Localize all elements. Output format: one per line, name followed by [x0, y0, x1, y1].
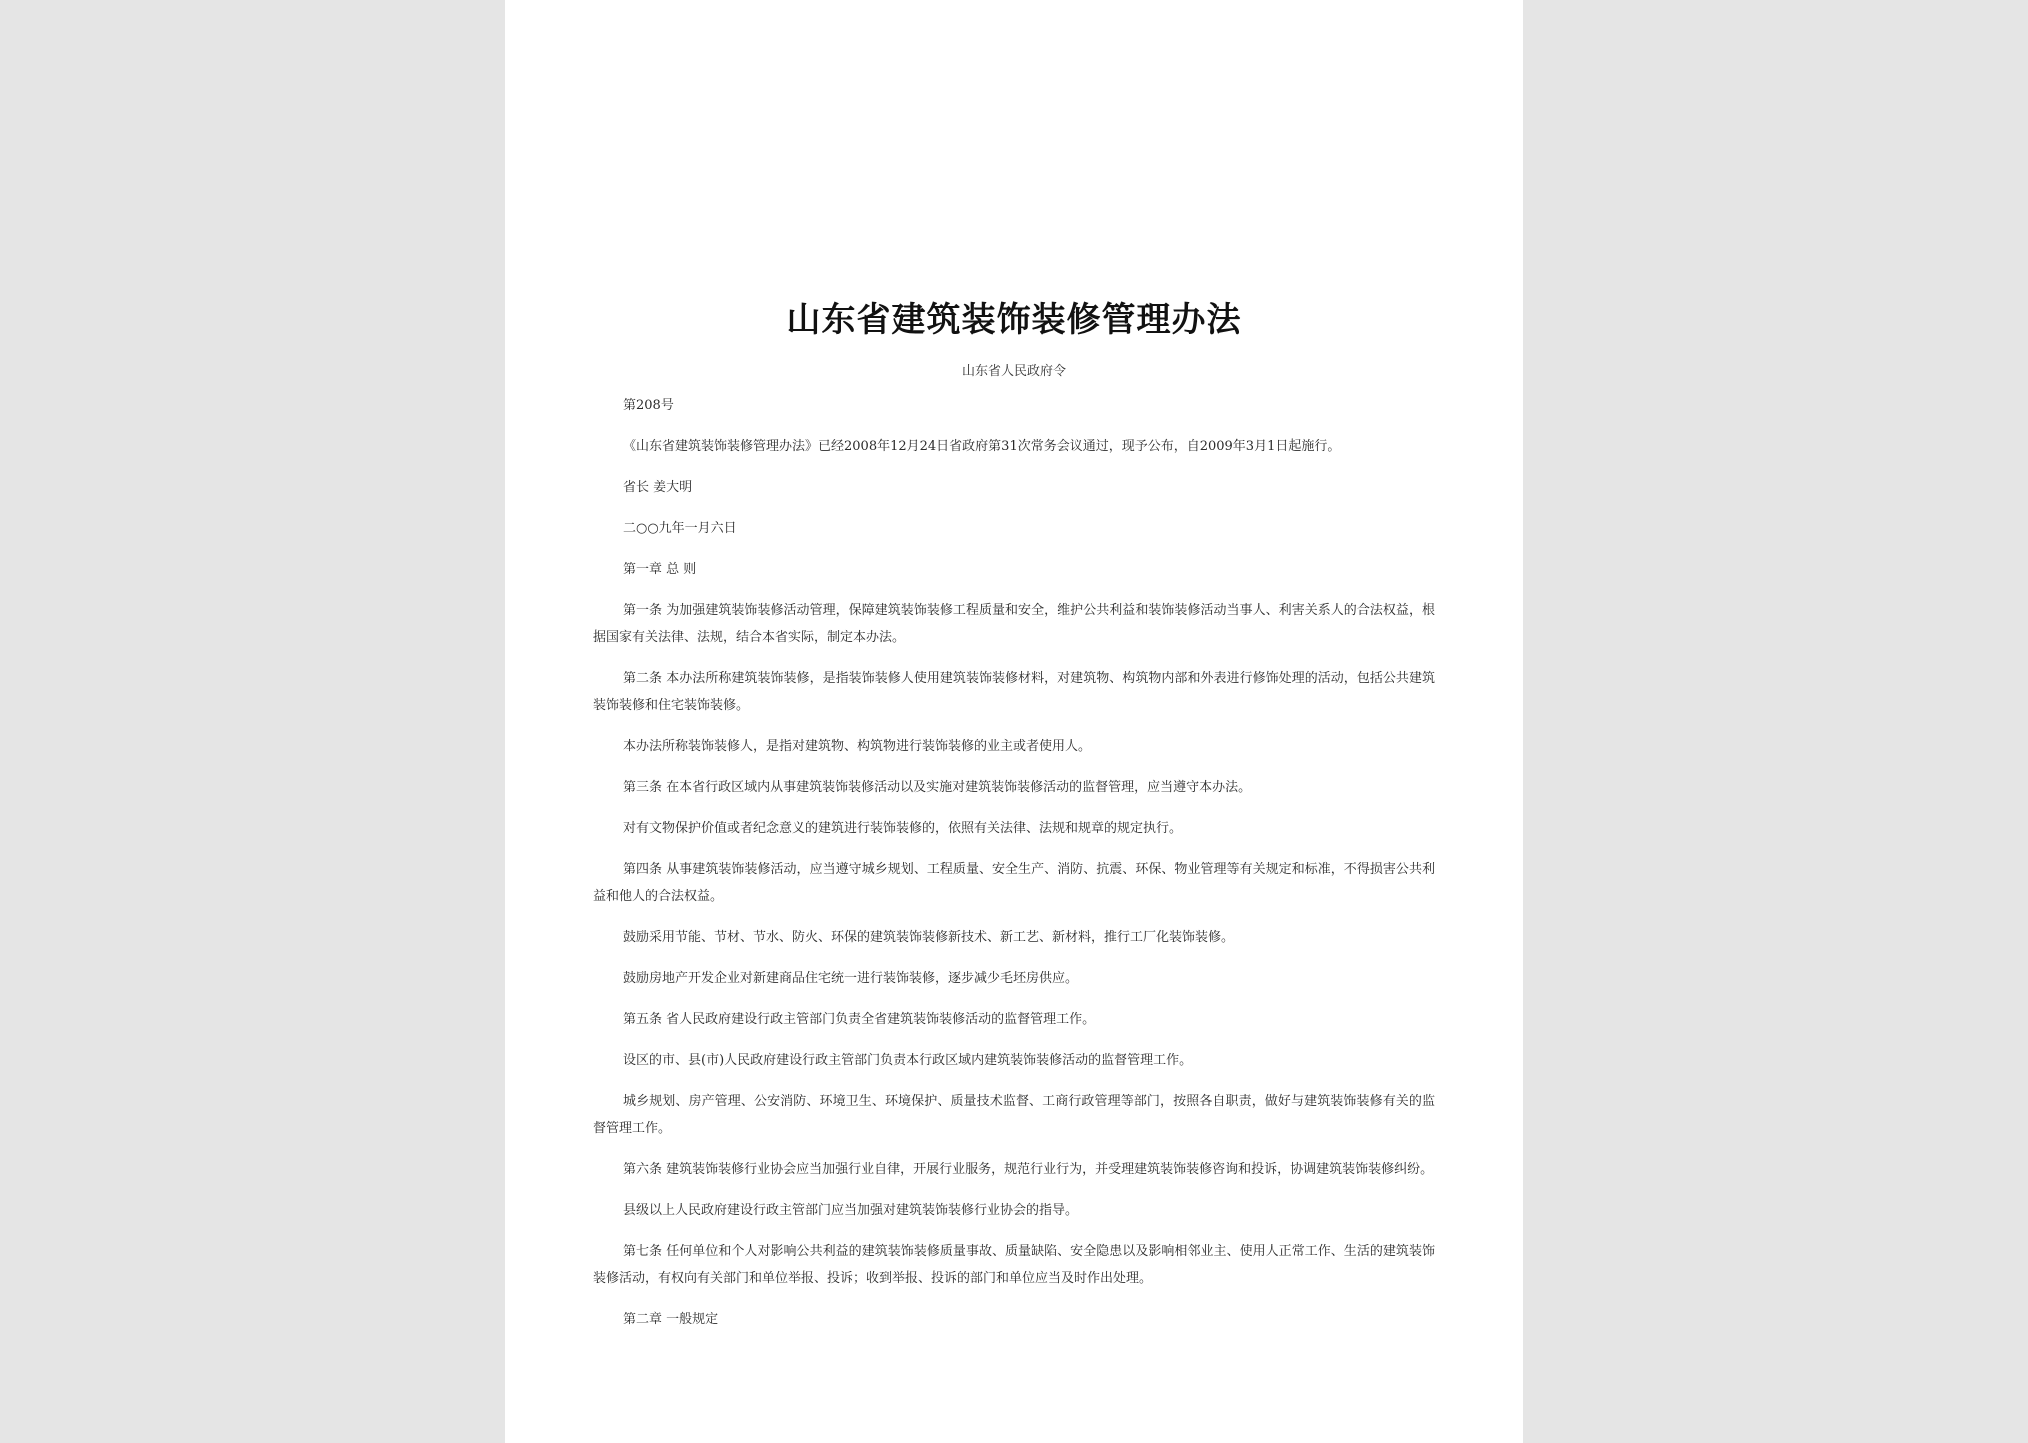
article-paragraph: 设区的市、县(市)人民政府建设行政主管部门负责本行政区域内建筑装饰装修活动的监督管理工作。	[623, 1053, 1193, 1068]
article-paragraph: 城乡规划、房产管理、公安消防、环境卫生、环境保护、质量技术监督、工商行政管理等部门，按照各自职责，做好与建筑装饰装修有关的监督管理工作。	[593, 1094, 1435, 1136]
article-paragraph: 第六条 建筑装饰装修行业协会应当加强行业自律，开展行业服务，规范行业行为，并受理建筑装饰装修咨询和投诉，协调建筑装饰装修纠纷。	[623, 1162, 1434, 1177]
document-issuer: 山东省人民政府令	[961, 364, 1066, 379]
signatory: 省长 姜大明	[623, 480, 693, 495]
document-body	[593, 392, 1435, 1347]
article-paragraph: 鼓励房地产开发企业对新建商品住宅统一进行装饰装修，逐步减少毛坯房供应。	[623, 971, 1079, 986]
article-paragraph: 第二条 本办法所称建筑装饰装修，是指装饰装修人使用建筑装饰装修材料，对建筑物、构筑物内部和外表进行修饰处理的活动，包括公共建筑装饰装修和住宅装饰装修。	[593, 671, 1435, 713]
promulgation-paragraph: 《山东省建筑装饰装修管理办法》已经2008年12月24日省政府第31次常务会议通过，现予公布，自2009年3月1日起施行。	[623, 439, 1341, 454]
document-title: 山东省建筑装饰装修管理办法	[786, 300, 1242, 340]
article-paragraph: 第七条 任何单位和个人对影响公共利益的建筑装饰装修质量事故、质量缺陷、安全隐患以及影响相邻业主、使用人正常工作、生活的建筑装饰装修活动，有权向有关部门和单位举报、投诉；收到举报、投诉的部门和单位应当及时作出处理。	[593, 1244, 1435, 1286]
chapter-heading: 第二章 一般规定	[623, 1312, 719, 1327]
article-paragraph: 第五条 省人民政府建设行政主管部门负责全省建筑装饰装修活动的监督管理工作。	[623, 1012, 1096, 1027]
issue-date: 二○○九年一月六日	[623, 521, 737, 536]
article-paragraph: 对有文物保护价值或者纪念意义的建筑进行装饰装修的，依照有关法律、法规和规章的规定执行。	[623, 821, 1183, 836]
article-paragraph: 本办法所称装饰装修人，是指对建筑物、构筑物进行装饰装修的业主或者使用人。	[623, 739, 1092, 754]
article-paragraph: 第三条 在本省行政区域内从事建筑装饰装修活动以及实施对建筑装饰装修活动的监督管理，应当遵守本办法。	[623, 780, 1252, 795]
article-paragraph: 县级以上人民政府建设行政主管部门应当加强对建筑装饰装修行业协会的指导。	[623, 1203, 1079, 1218]
order-number: 第208号	[623, 398, 674, 413]
article-paragraph: 第四条 从事建筑装饰装修活动，应当遵守城乡规划、工程质量、安全生产、消防、抗震、环保、物业管理等有关规定和标准，不得损害公共利益和他人的合法权益。	[593, 862, 1435, 904]
chapter-heading: 第一章 总 则	[623, 562, 697, 577]
article-paragraph: 第一条 为加强建筑装饰装修活动管理，保障建筑装饰装修工程质量和安全，维护公共利益和装饰装修活动当事人、利害关系人的合法权益，根据国家有关法律、法规，结合本省实际，制定本办法。	[593, 603, 1435, 645]
document-page	[505, 0, 1523, 1443]
article-paragraph: 鼓励采用节能、节材、节水、防火、环保的建筑装饰装修新技术、新工艺、新材料，推行工厂化装饰装修。	[623, 930, 1235, 945]
